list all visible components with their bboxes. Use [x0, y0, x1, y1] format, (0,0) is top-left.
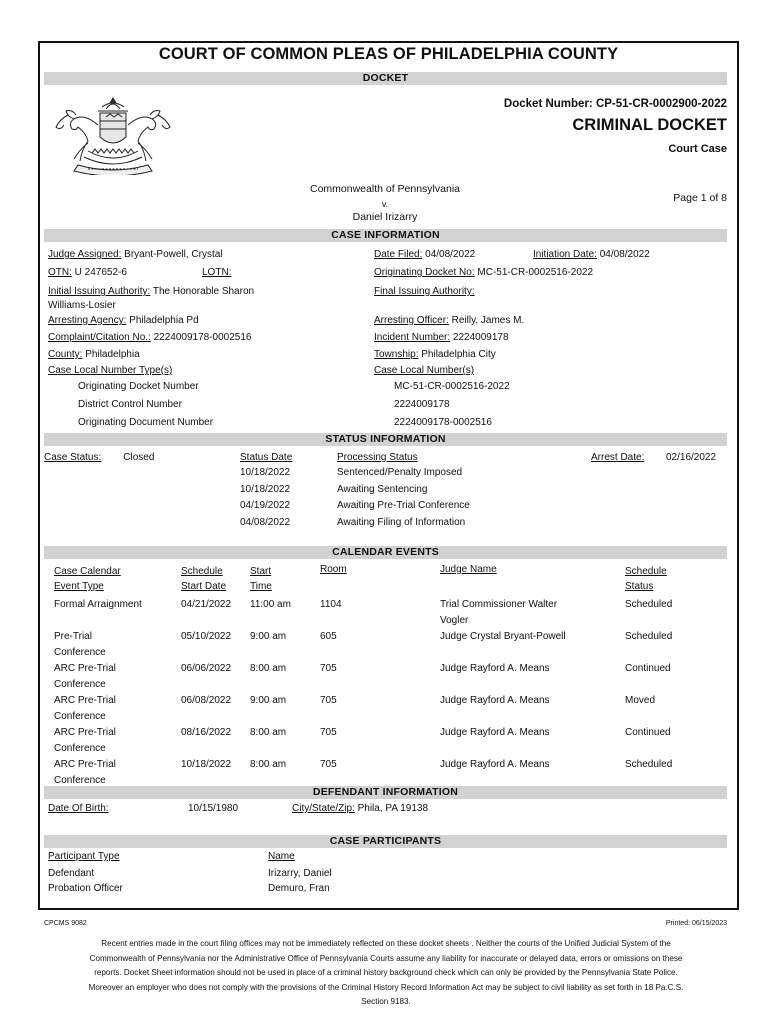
start-time: 9:00 am — [250, 631, 287, 642]
event-type — [54, 757, 116, 789]
participant-name-label: Name — [268, 851, 295, 862]
arresting-agency-value: Philadelphia Pd — [129, 315, 199, 326]
start-date: 10/18/2022 — [181, 759, 232, 770]
originating-docket — [374, 267, 593, 278]
county-value: Philadelphia — [85, 349, 140, 360]
event-type — [54, 661, 116, 693]
start-date: 05/10/2022 — [181, 631, 232, 642]
complaint-citation — [48, 332, 252, 343]
arresting-officer-value: Reilly, James M. — [451, 315, 525, 326]
incident-number — [374, 332, 509, 343]
event-type-line: ARC Pre-Trial — [54, 663, 116, 674]
arresting-officer-label: Arresting Officer: — [374, 315, 449, 326]
schedule-status: Scheduled — [625, 631, 673, 642]
initial-authority-label: Initial Issuing Authority: — [48, 286, 151, 297]
event-type — [54, 597, 142, 613]
event-type-line: Pre-Trial — [54, 631, 92, 642]
start-time: 9:00 am — [250, 695, 287, 706]
complaint-label: Complaint/Citation No.: — [48, 332, 151, 343]
status-date: 10/18/2022 — [240, 467, 291, 478]
col-start-date — [181, 564, 226, 594]
processing-status-label: Processing Status — [337, 452, 418, 463]
room: 1104 — [320, 599, 342, 610]
processing-status: Awaiting Pre-Trial Conference — [337, 500, 470, 511]
judge-name-line: Judge Rayford A. Means — [440, 727, 550, 738]
township-value: Philadelphia City — [421, 349, 496, 360]
processing-status: Awaiting Filing of Information — [337, 517, 466, 528]
event-type — [54, 693, 116, 725]
local-number-type: Originating Docket Number — [78, 381, 199, 392]
judge-name-line: Trial Commissioner Walter — [440, 599, 558, 610]
docket-number: Docket Number: CP-51-CR-0002900-2022 — [503, 98, 727, 110]
start-date: 08/16/2022 — [181, 727, 232, 738]
initial-authority-value-line2: Williams-Losier — [48, 300, 116, 311]
schedule-status: Continued — [625, 727, 671, 738]
judge-label: Judge Assigned: — [48, 249, 122, 260]
event-type-line: ARC Pre-Trial — [54, 695, 116, 706]
otn-value: U 247652-6 — [74, 267, 127, 278]
docket-bar: DOCKET — [44, 72, 727, 85]
col-event-type — [54, 564, 121, 594]
city-label: City/State/Zip: — [292, 803, 355, 814]
col-judge-name: Judge Name — [440, 564, 497, 575]
local-number-label: Case Local Number(s) — [374, 365, 475, 376]
township — [374, 349, 496, 360]
processing-status: Awaiting Sentencing — [337, 484, 428, 495]
start-time: 8:00 am — [250, 663, 287, 674]
judge-name — [440, 725, 550, 741]
event-type-line: Conference — [54, 679, 106, 690]
township-label: Township: — [374, 349, 419, 360]
col-start-time — [250, 564, 272, 594]
start-time: 11:00 am — [250, 599, 291, 610]
col-schedule-status-line1: Schedule — [625, 566, 667, 577]
county-label: County: — [48, 349, 83, 360]
disclaimer: Recent entries made in the court filing offices may not be immediately reflected on these docket sheets . Neither the courts of the Unified Judicial System of the Commonwealth of Pennsylvania nor the Administrative Office of Pennsylvania Courts assume any liability for inaccurate or delayed data, errors or omissions on these reports. Docket Sheet information should not be used in place of a criminal history background check which can only be provided by the Pennsylvania State Police. Moreover an employer who does not comply with the provisions of the Criminal History Record Information Act may be subject to civil liability as set forth in 18 Pa.C.S. Section 9183. — [88, 939, 684, 1006]
col-event-type-line1: Case Calendar — [54, 566, 121, 577]
event-type-line: Formal Arraignment — [54, 599, 142, 610]
col-room: Room — [320, 564, 347, 575]
complaint-value: 2224009178-0002516 — [153, 332, 252, 343]
processing-status: Sentenced/Penalty Imposed — [337, 467, 463, 478]
orig-docket-value: MC-51-CR-0002516-2022 — [477, 267, 594, 278]
dob-value: 10/15/1980 — [188, 803, 239, 814]
lotn-label: LOTN: — [202, 267, 232, 278]
judge-name-line: Vogler — [440, 615, 469, 626]
case-status-value: Closed — [123, 452, 155, 463]
initial-authority-value: The Honorable Sharon — [152, 286, 255, 297]
judge-value: Bryant-Powell, Crystal — [124, 249, 223, 260]
participant-type: Defendant — [48, 868, 95, 879]
incident-value: 2224009178 — [452, 332, 509, 343]
initiation-date — [533, 249, 650, 260]
case-caption — [250, 182, 520, 225]
city-state-zip — [292, 803, 428, 814]
status-date: 10/18/2022 — [240, 484, 291, 495]
col-schedule-status-line2: Status — [625, 581, 654, 592]
col-event-type-line2: Event Type — [54, 581, 104, 592]
initiation-value: 04/08/2022 — [599, 249, 650, 260]
dob-label: Date Of Birth: — [48, 803, 109, 814]
final-authority-label: Final Issuing Authority: — [374, 286, 475, 297]
court-title: COURT OF COMMON PLEAS OF PHILADELPHIA COUNTY — [158, 45, 619, 63]
arrest-date-value: 02/16/2022 — [666, 452, 717, 463]
col-start-date-line1: Schedule — [181, 566, 223, 577]
start-time: 8:00 am — [250, 727, 287, 738]
event-type-line: ARC Pre-Trial — [54, 759, 116, 770]
date-filed-label: Date Filed: — [374, 249, 423, 260]
judge-name — [440, 661, 550, 677]
otn-label: OTN: — [48, 267, 72, 278]
room: 705 — [320, 663, 337, 674]
arresting-agency-label: Arresting Agency: — [48, 315, 127, 326]
col-start-date-line2: Start Date — [181, 581, 227, 592]
schedule-status: Scheduled — [625, 599, 673, 610]
col-schedule-status — [625, 564, 667, 594]
room: 605 — [320, 631, 337, 642]
local-number: MC-51-CR-0002516-2022 — [394, 381, 510, 392]
arresting-officer — [374, 315, 524, 326]
arresting-agency — [48, 315, 199, 326]
schedule-status: Moved — [625, 695, 656, 706]
participant-name: Irizarry, Daniel — [268, 868, 332, 879]
participant-type-label: Participant Type — [48, 851, 120, 862]
start-time: 8:00 am — [250, 759, 287, 770]
case-information-bar: CASE INFORMATION — [44, 229, 727, 242]
local-number-type: Originating Document Number — [78, 417, 214, 428]
arrest-date-label: Arrest Date: — [591, 452, 645, 463]
initial-issuing-authority — [48, 286, 254, 297]
docket-type: CRIMINAL DOCKET — [572, 116, 727, 134]
judge-name — [440, 757, 550, 773]
status-date: 04/19/2022 — [240, 500, 291, 511]
judge-name-line: Judge Rayford A. Means — [440, 695, 550, 706]
judge-assigned — [48, 249, 223, 260]
page-number: Page 1 of 8 — [673, 192, 727, 204]
case-status — [44, 452, 154, 463]
caption-versus: v. — [381, 198, 389, 209]
judge-name — [440, 597, 557, 629]
judge-name — [440, 693, 550, 709]
event-type-line: Conference — [54, 711, 106, 722]
pennsylvania-seal-icon — [48, 95, 178, 175]
status-date-label: Status Date — [240, 452, 293, 463]
schedule-status: Scheduled — [625, 759, 673, 770]
event-type-line: Conference — [54, 647, 106, 658]
county — [48, 349, 140, 360]
local-number: 2224009178 — [394, 399, 450, 410]
start-date: 04/21/2022 — [181, 599, 232, 610]
initiation-label: Initiation Date: — [533, 249, 597, 260]
status-information-bar: STATUS INFORMATION — [44, 433, 727, 446]
participant-type: Probation Officer — [48, 883, 123, 894]
local-number-type: District Control Number — [78, 399, 182, 410]
case-participants-bar: CASE PARTICIPANTS — [44, 835, 727, 848]
judge-name-line: Judge Rayford A. Means — [440, 759, 550, 770]
incident-label: Incident Number: — [374, 332, 451, 343]
start-date: 06/06/2022 — [181, 663, 232, 674]
form-id: CPCMS 9082 — [44, 920, 87, 927]
event-type — [54, 629, 106, 661]
caption-defendant: Daniel Irizarry — [352, 210, 418, 223]
status-date: 04/08/2022 — [240, 517, 291, 528]
col-start-time-line2: Time — [250, 581, 272, 592]
calendar-events-bar: CALENDAR EVENTS — [44, 546, 727, 559]
defendant-information-bar: DEFENDANT INFORMATION — [44, 786, 727, 799]
caption-plaintiff: Commonwealth of Pennsylvania — [310, 183, 460, 195]
judge-name-line: Judge Crystal Bryant-Powell — [440, 631, 566, 642]
case-status-label: Case Status: — [44, 452, 102, 463]
orig-docket-label: Originating Docket No: — [374, 267, 475, 278]
local-number: 2224009178-0002516 — [394, 417, 492, 428]
participant-name: Demuro, Fran — [268, 883, 330, 894]
col-start-time-line1: Start — [250, 566, 272, 577]
room: 705 — [320, 695, 337, 706]
start-date: 06/08/2022 — [181, 695, 232, 706]
judge-name — [440, 629, 566, 645]
event-type-line: Conference — [54, 743, 106, 754]
event-type-line: ARC Pre-Trial — [54, 727, 116, 738]
case-kind: Court Case — [668, 143, 727, 155]
city-value: Phila, PA 19138 — [357, 803, 429, 814]
date-filed — [374, 249, 475, 260]
local-number-type-label: Case Local Number Type(s) — [48, 365, 173, 376]
printed-date: Printed: 06/15/2023 — [665, 920, 727, 927]
event-type-line: Conference — [54, 775, 106, 786]
room: 705 — [320, 727, 337, 738]
otn — [48, 267, 127, 278]
date-filed-value: 04/08/2022 — [425, 249, 476, 260]
room: 705 — [320, 759, 337, 770]
event-type — [54, 725, 116, 757]
judge-name-line: Judge Rayford A. Means — [440, 663, 550, 674]
schedule-status: Continued — [625, 663, 671, 674]
